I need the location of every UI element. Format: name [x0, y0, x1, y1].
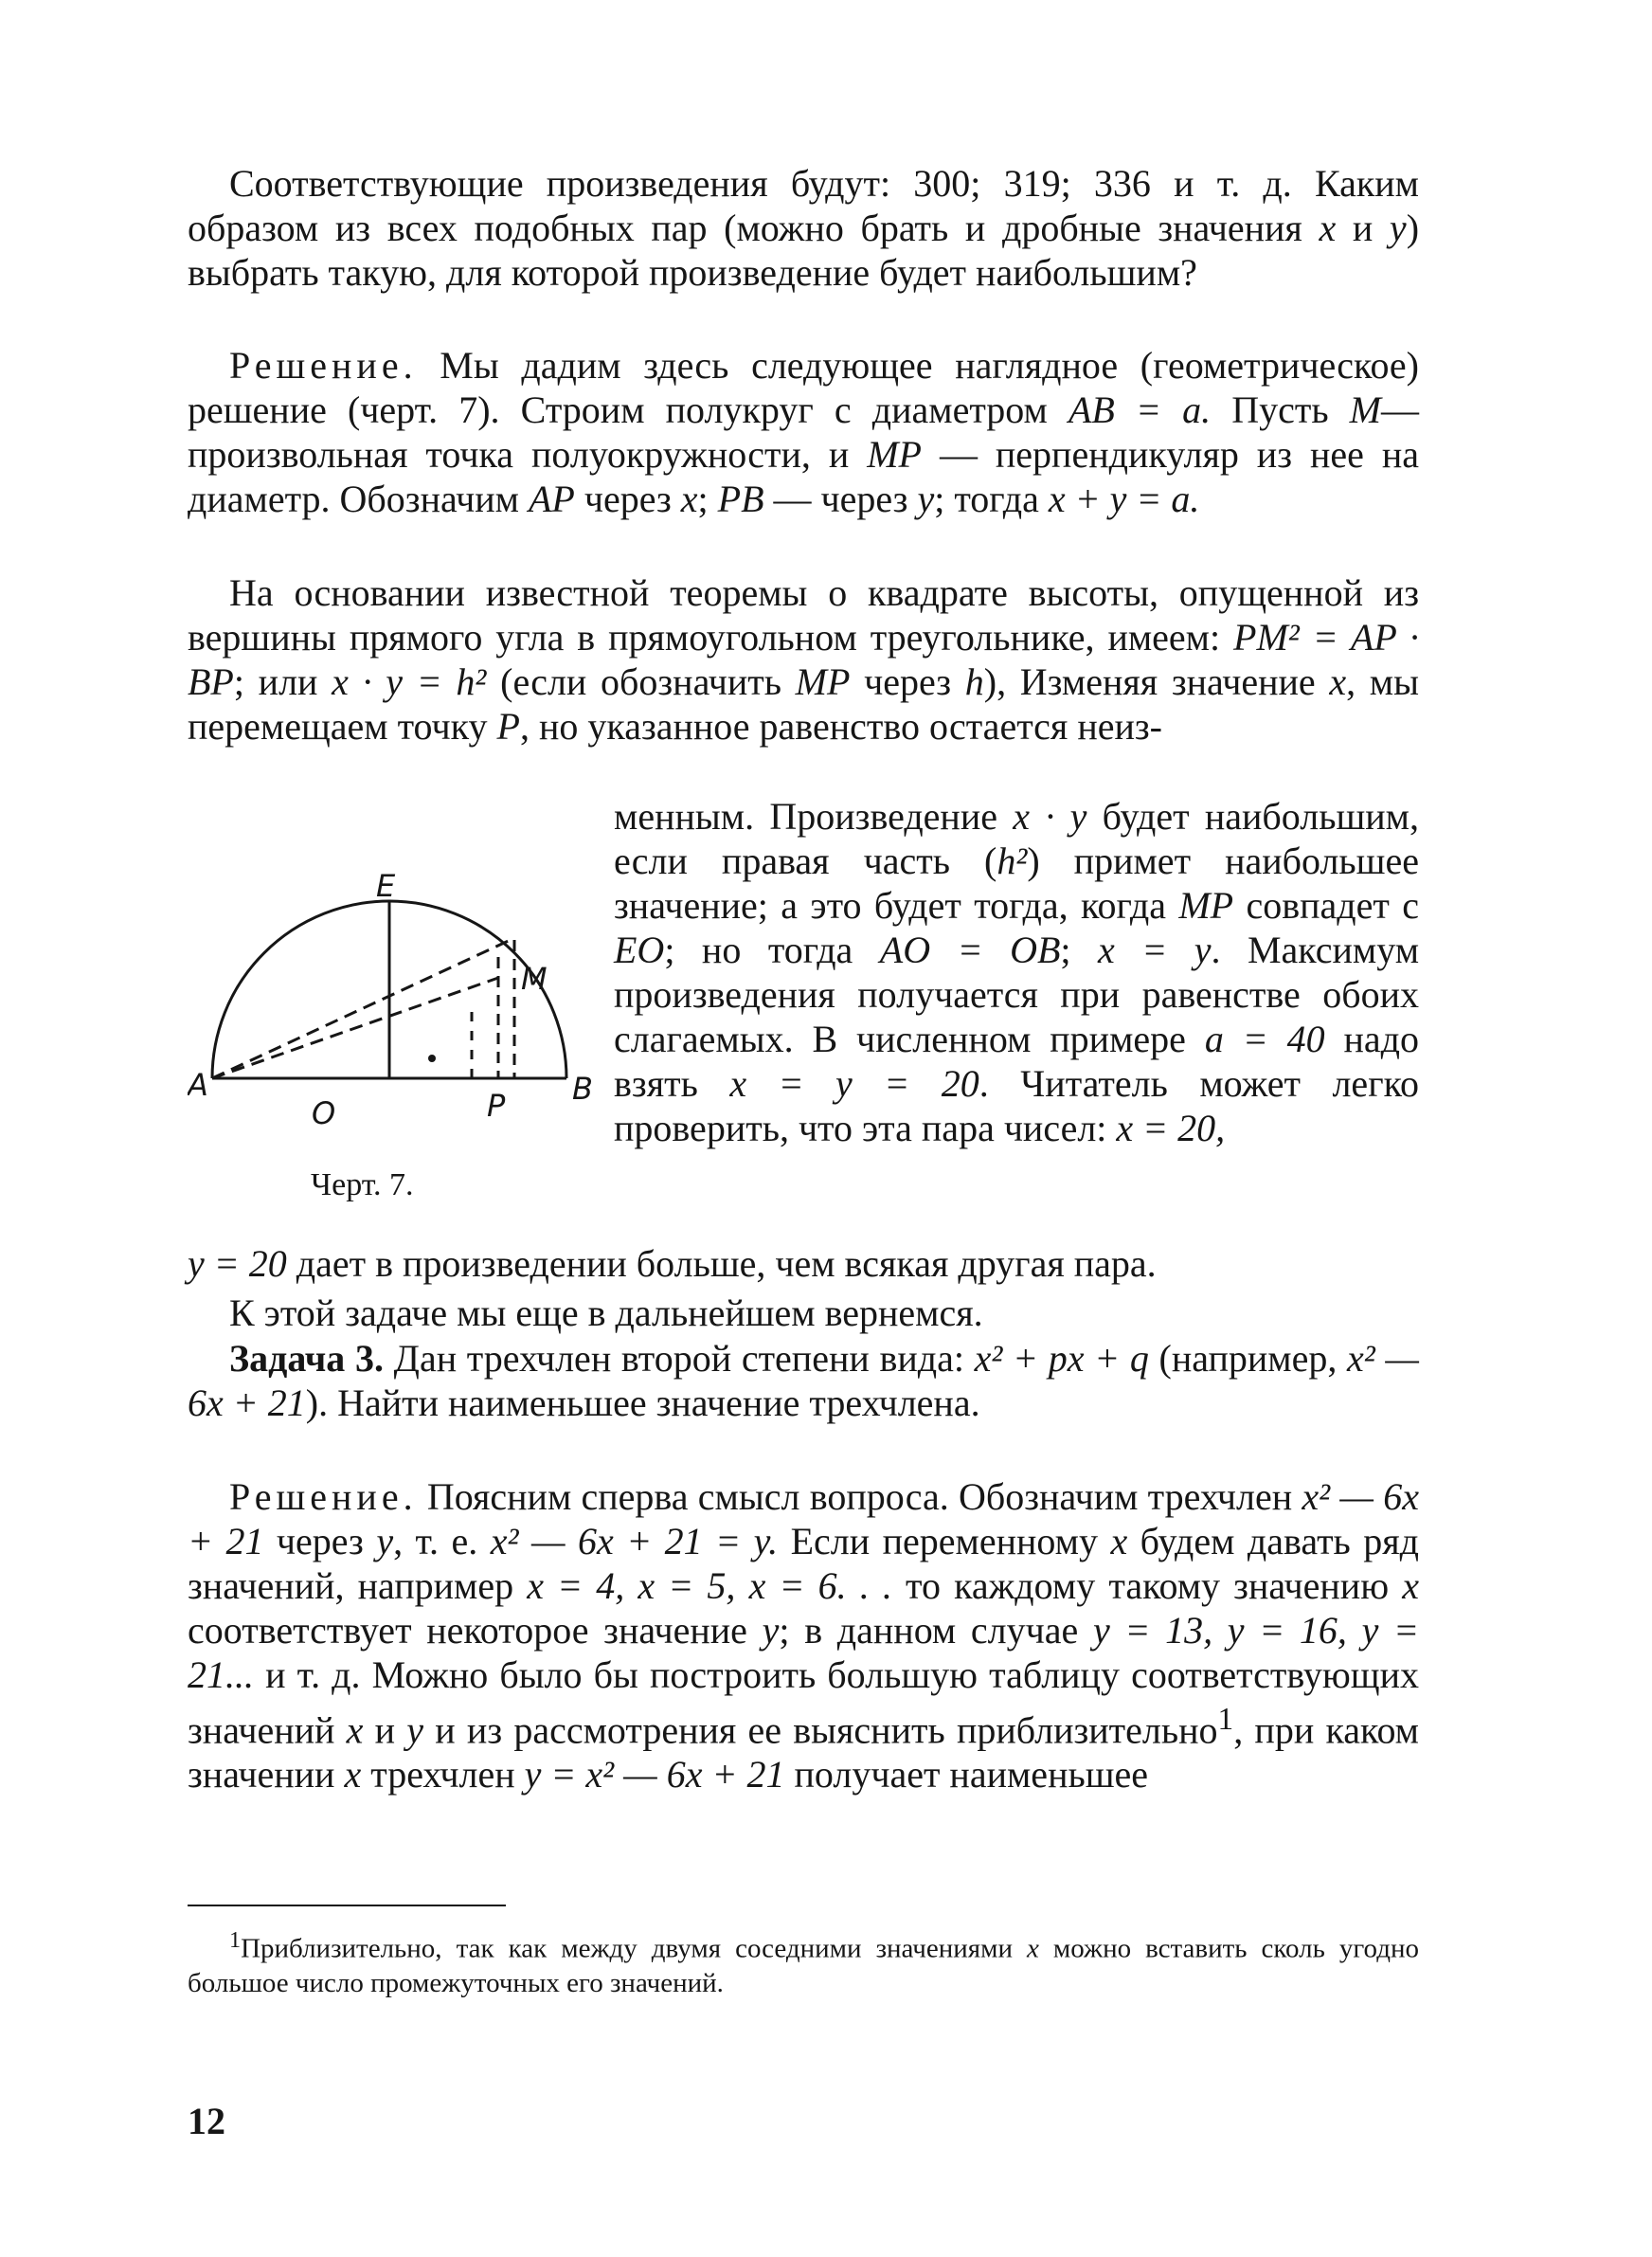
n-aoob: AO = OB	[879, 929, 1061, 971]
footnote-mark: 1	[229, 1927, 242, 1953]
p6-t10: и	[363, 1708, 407, 1752]
n-t2: будет наибольшим, если правая часть (	[614, 795, 1419, 882]
p6-t11: и из рассмотрения ее выяснить приблизительно	[423, 1708, 1218, 1752]
label-o: O	[312, 1095, 336, 1131]
p2-t3: —произвольная точка полуокружности, и	[188, 388, 1419, 476]
p2-mp: MP	[867, 433, 922, 476]
label-m: M	[521, 961, 548, 997]
p2-t7: — через	[763, 478, 918, 520]
n-h2: h²	[997, 840, 1028, 882]
fn-x: x	[1027, 1933, 1039, 1964]
paragraph-5	[188, 1336, 1419, 1425]
p2-pb: PB	[717, 478, 764, 520]
p6-t8: ; в данном случае	[779, 1609, 1093, 1652]
p6-t7: соответствует некоторое значение	[188, 1609, 763, 1652]
c-y20: y = 20	[188, 1242, 287, 1285]
p6-y3: y	[406, 1708, 424, 1752]
p6-t5: будем давать ряд значений, например	[188, 1520, 1420, 1607]
p6-x4: x	[344, 1753, 362, 1797]
n-t1: менным. Произведение	[614, 795, 1014, 838]
n-xeqy: x = y	[1098, 929, 1212, 971]
p6-t14: получает наименьшее	[784, 1753, 1149, 1797]
p2-sum: x + y = a.	[1048, 478, 1200, 520]
p2-t4: — перпендикуляр из нее на диаметр. Обозначим	[188, 433, 1420, 520]
p6-f1: x² — 6x + 21	[188, 1475, 1419, 1562]
p6-y: y	[376, 1520, 394, 1562]
p5-t2: (например,	[1148, 1337, 1348, 1380]
p6-t12: , при каком значении	[188, 1708, 1419, 1797]
p2-ab: AB = a.	[1068, 388, 1212, 431]
line-am	[212, 978, 498, 1078]
p2-t8: ; тогда	[934, 478, 1049, 520]
p3-eq1: PM² = AP · BP	[188, 616, 1419, 703]
p1-text-a: и т. д. Каким образом из всех подобных пар (можно брать и дробные значения	[188, 162, 1419, 249]
n-t3: ) примет наибольшее значение; а это будет тогда, когда	[614, 840, 1419, 927]
p3-t6: , мы перемещаем точку	[188, 660, 1419, 748]
p6-t13: трехчлен	[361, 1753, 525, 1797]
var-y: y	[1389, 207, 1407, 249]
n-mp: MP	[1178, 884, 1234, 927]
p3-t1: На основании известной теоремы о квадрате высоты, опущенной из вершины прямого угла в прямоугольном треугольнике, имеем:	[188, 571, 1419, 659]
p5-f2: x² — 6x + 21	[188, 1337, 1420, 1424]
problem-heading: Задача 3.	[229, 1337, 384, 1380]
p2-t1: Мы дадим здесь следующее наглядное (геометрическое) решение (черт. 7). Строим полукруг с диаметром	[188, 344, 1419, 431]
p5-t3: ). Найти наименьшее значение трехчлена.	[305, 1381, 980, 1424]
p1-line1: Соответствующие произведения будут: 300; 319; 336	[229, 162, 1151, 205]
p6-x: x	[1110, 1520, 1128, 1562]
n-eo: EO	[614, 929, 665, 971]
p6-t9: и т. д. Можно было бы построить большую таблицу соответствующих значений	[188, 1653, 1419, 1752]
p2-m: M	[1349, 388, 1381, 431]
n-a40: a = 40	[1204, 1018, 1325, 1060]
p6-x3: x	[346, 1708, 364, 1752]
footnote-ref[interactable]: 1	[1217, 1702, 1234, 1737]
solution-heading-2: Решение.	[229, 1475, 418, 1518]
p5-f1: x² + px + q	[974, 1337, 1149, 1380]
semicircle-diagram	[188, 872, 595, 1156]
p3-h: h	[964, 660, 984, 703]
p1-text-b: ) выбрать такую, для которой произведение будет наибольшим?	[188, 207, 1420, 294]
p2-x: x	[680, 478, 698, 520]
p6-f3: y = x² — 6x + 21	[524, 1753, 785, 1797]
fn-t2: можно вставить сколь угодно большое число промежуточных его значений.	[188, 1933, 1419, 1998]
fn-t1: Приблизительно, так как между двумя соседними значениями	[241, 1933, 1027, 1964]
n-xy: x · y	[1013, 795, 1087, 838]
solution-heading: Решение.	[229, 344, 418, 387]
label-b: B	[572, 1071, 593, 1107]
p3-p: P	[496, 705, 520, 748]
narrow-column-text	[614, 794, 1419, 1150]
paragraph-3	[188, 570, 1419, 749]
label-e: E	[376, 872, 396, 904]
n-x20b: x = 20,	[1116, 1107, 1226, 1149]
p6-t3: , т. е.	[393, 1520, 491, 1562]
p6-xs: x = 4, x = 5, x = 6. . .	[527, 1564, 892, 1607]
n-t6: ;	[1060, 929, 1099, 971]
p3-t7: , но указанное равенство остается неиз-	[519, 705, 1162, 748]
page-number: 12	[188, 2100, 225, 2142]
paragraph-2	[188, 343, 1419, 521]
p3-t3: (если обозначить	[486, 660, 796, 703]
continuation-line	[188, 1241, 1419, 1286]
p6-t1: Поясним сперва смысл вопроса. Обозначим трехчлен	[417, 1475, 1302, 1518]
label-a: A	[188, 1067, 208, 1103]
p2-ap: AP	[528, 478, 575, 520]
p3-eq2: x · y = h²	[332, 660, 487, 703]
p6-y2: y	[762, 1609, 780, 1652]
p6-f2: x² — 6x + 21 = y.	[490, 1520, 779, 1562]
n-t8: надо взять	[614, 1018, 1419, 1105]
p6-ys: y = 13, y = 16, y = 21...	[188, 1609, 1420, 1696]
p3-t5: ), Изменяя значение	[983, 660, 1330, 703]
p3-mp: MP	[795, 660, 851, 703]
p4-text: К этой задаче мы еще в дальнейшем вернемся.	[229, 1291, 983, 1334]
figure-caption: Черт. 7.	[311, 1167, 414, 1202]
paragraph-6	[188, 1474, 1419, 1797]
point-dot	[428, 1055, 436, 1062]
p3-t4: через	[850, 660, 965, 703]
p6-x2: x	[1402, 1564, 1419, 1607]
footnote-rule	[188, 1905, 506, 1906]
n-t9: . Читатель может легко проверить, что эта пара чисел:	[614, 1062, 1419, 1149]
p2-t5: через	[574, 478, 681, 520]
n-t4: совпадет с	[1233, 884, 1420, 927]
p6-t4: Если переменному	[778, 1520, 1111, 1562]
p2-t6: ;	[697, 478, 718, 520]
n-t7: . Максимум произведения получается при равенстве обоих слагаемых. В численном примере	[614, 929, 1420, 1060]
p3-t2: ; или	[233, 660, 332, 703]
p1-and: и	[1336, 207, 1390, 249]
paragraph-1	[188, 161, 1419, 295]
p2-y: y	[917, 478, 935, 520]
footnote	[188, 1923, 1419, 2000]
p6-t6: то каждому такому значению	[891, 1564, 1403, 1607]
p2-t2: Пусть	[1211, 388, 1350, 431]
n-t5: ; но тогда	[664, 929, 880, 971]
p3-x: x	[1329, 660, 1347, 703]
n-x20: x = y = 20	[729, 1062, 979, 1105]
p5-t1: Дан трехчлен второй степени вида:	[383, 1337, 975, 1380]
figure-7	[188, 872, 595, 1222]
p6-t2: через	[263, 1520, 377, 1562]
c-t1: дает в произведении больше, чем всякая другая пара.	[286, 1242, 1157, 1285]
var-x: x	[1319, 207, 1337, 249]
paragraph-4	[188, 1291, 1419, 1335]
label-p: P	[487, 1088, 506, 1124]
